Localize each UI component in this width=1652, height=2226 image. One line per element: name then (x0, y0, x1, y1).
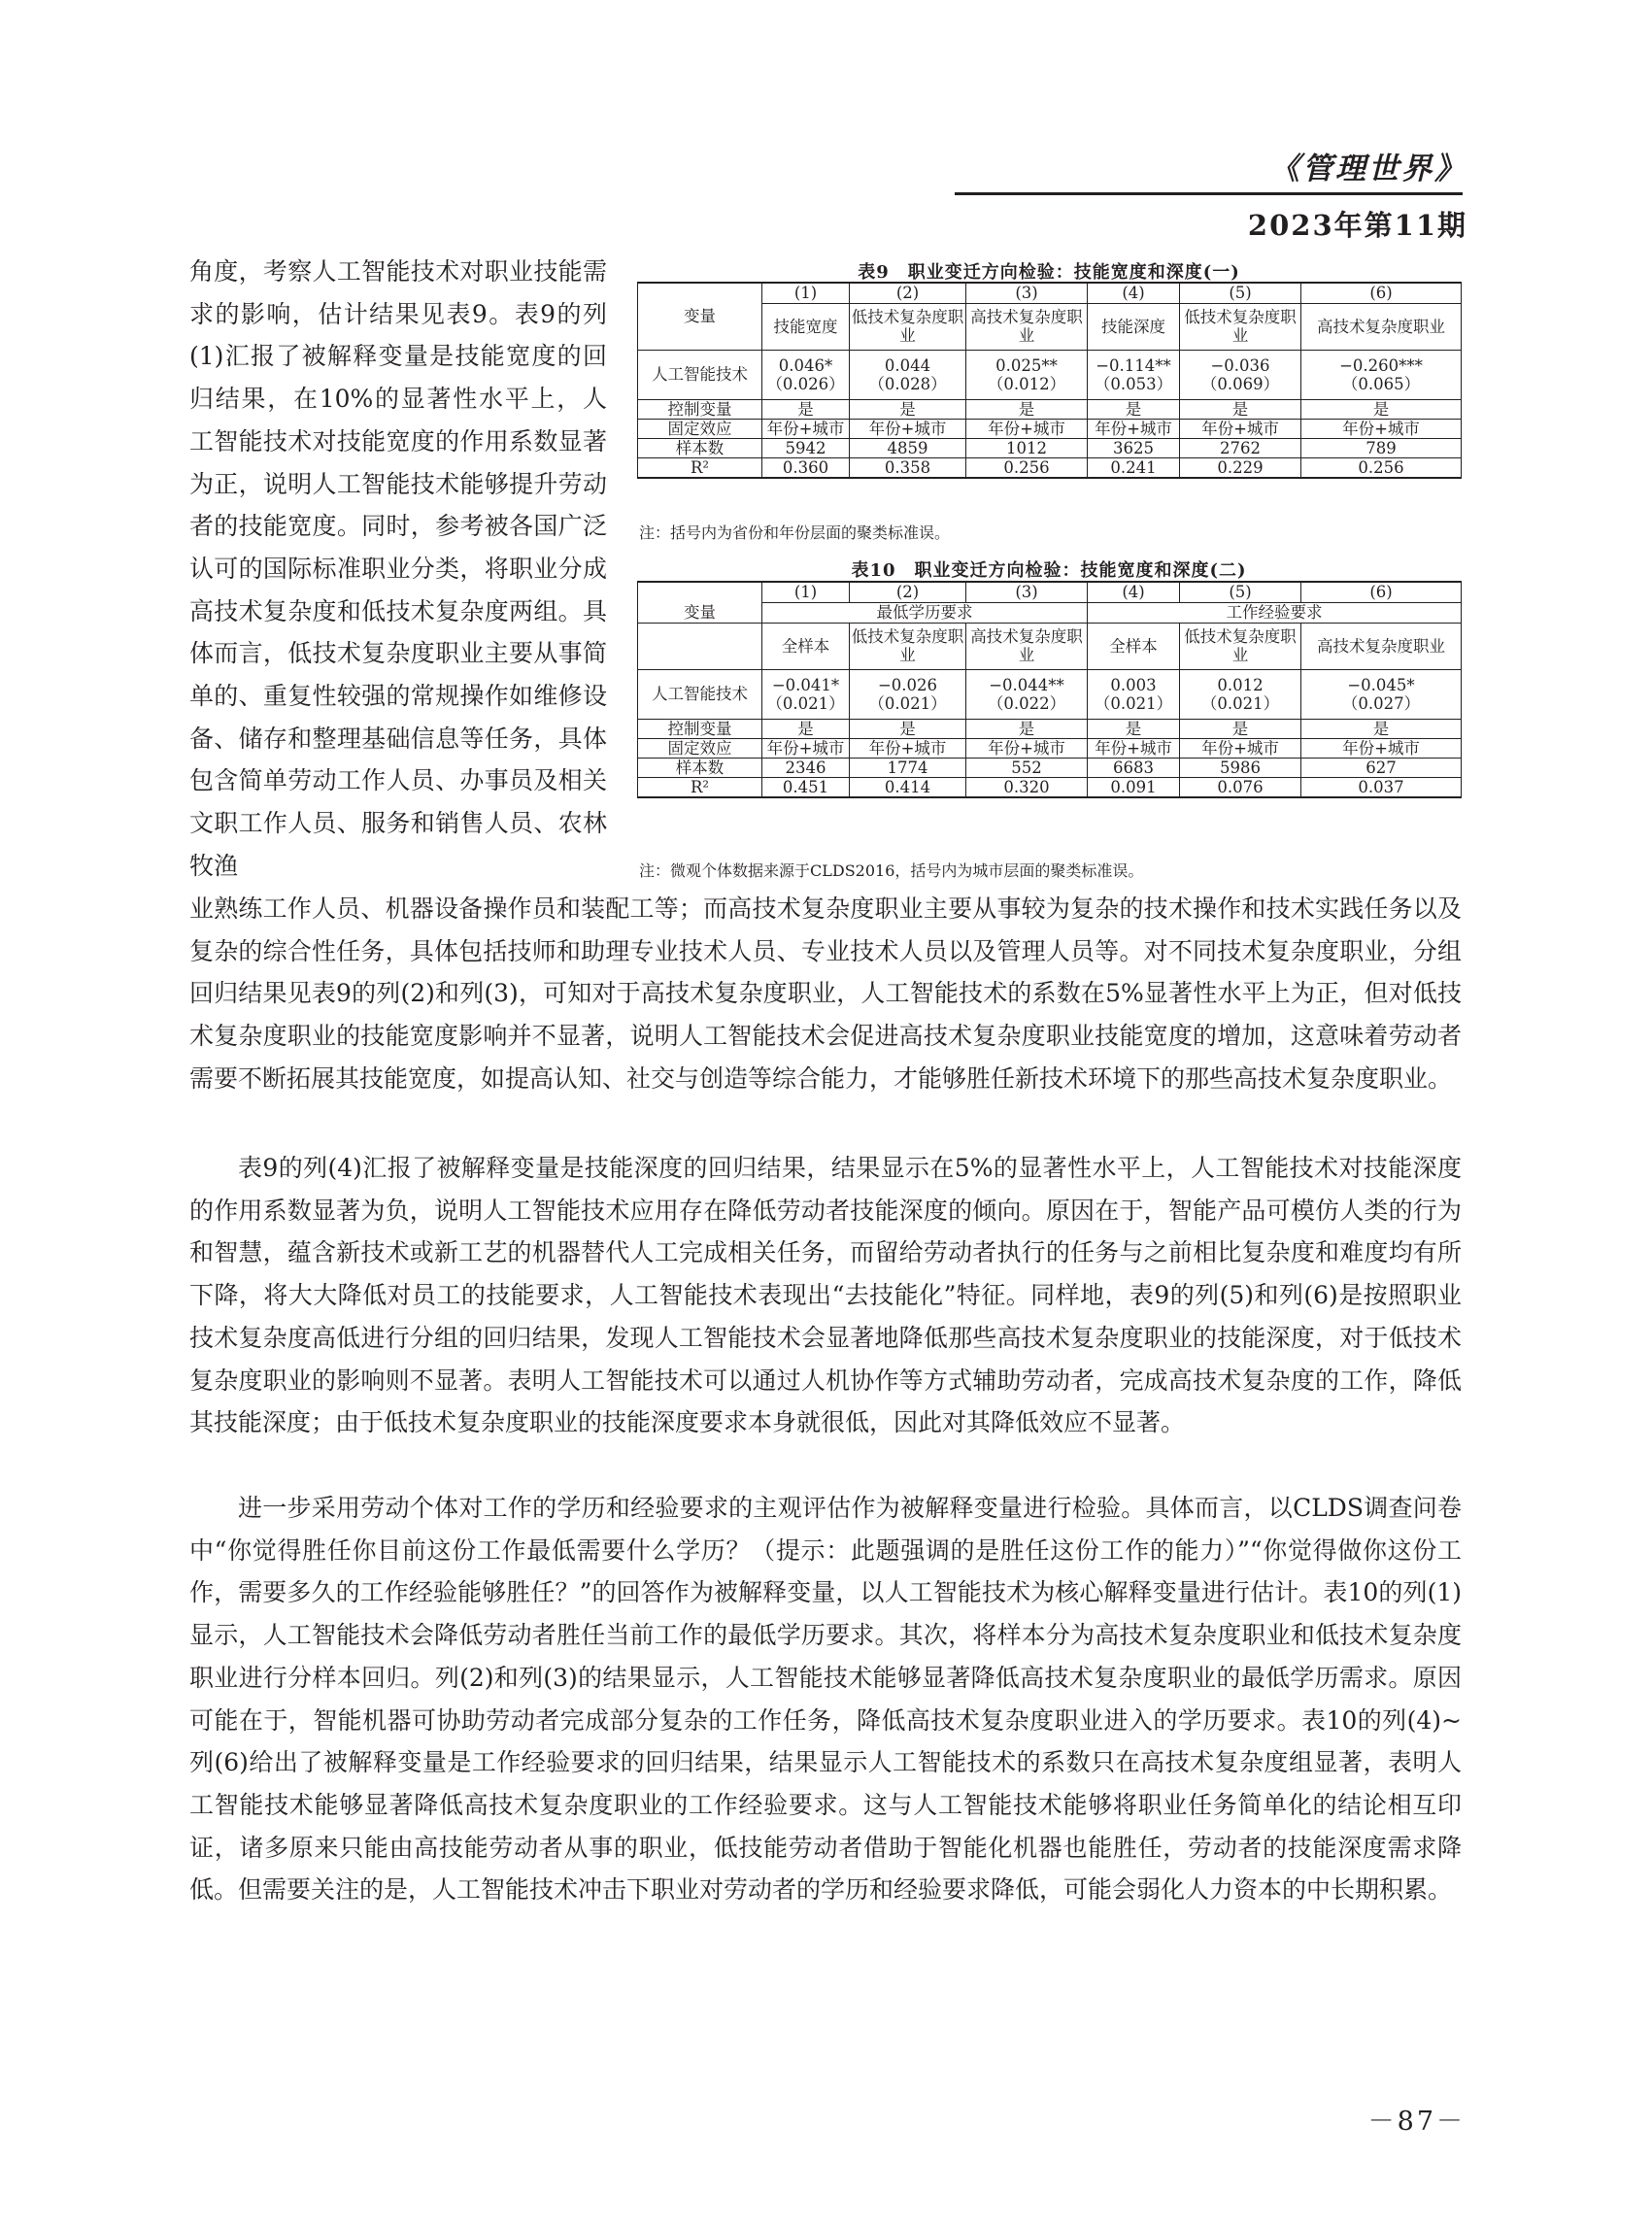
table9-subhead-row (638, 303, 1462, 350)
table10-cell: 是 (1180, 719, 1301, 738)
table10-ai-row (638, 669, 1462, 719)
table10-row (638, 777, 1462, 797)
table10-coef-cell (1301, 669, 1462, 719)
std-error: （0.022） (987, 693, 1066, 713)
table10-subhead-row (638, 623, 1462, 669)
table10-cell: 1774 (850, 758, 966, 777)
coef: −0.041* (771, 675, 840, 694)
table10-cell: 6683 (1088, 758, 1180, 777)
table9-cell: 年份+城市 (1088, 419, 1180, 438)
table9-cell: 1012 (966, 438, 1088, 457)
table10-row (638, 738, 1462, 758)
std-error: （0.065） (1341, 374, 1421, 393)
table9-cell: 0.241 (1088, 457, 1180, 478)
body-paragraph: 表9的列(4)汇报了被解释变量是技能深度的回归结果，结果显示在5%的显著性水平上，人工智能技术对技能深度的作用系数显著为负，说明人工智能技术应用存在降低劳动者技能深度的倾向。原因在于，智能产品可模仿人类的行为和智慧，蕴含新技术或新工艺的机器替代人工完成相关任务，而留给劳动者执行的任务与之前相比复杂度和难度均有所下降，将大大降低对员工的技能要求，人工智能技术表现出“去技能化”特征。同样地，表9的列(5)和列(6)是按照职业技术复杂度高低进行分组的回归结果，发现人工智能技术会显著地降低那些高技术复杂度职业的技能深度，对于低技术复杂度职业的影响则不显著。表明人工智能技术可以通过人机协作等方式辅助劳动者，完成高技术复杂度的工作，降低其技能深度；由于低技术复杂度职业的技能深度要求本身就很低，因此对其降低效应不显著。 (189, 1154, 1462, 1437)
table9-col: (4) (1088, 283, 1180, 303)
journal-name: 《管理世界》 (1269, 152, 1467, 186)
coef: 0.012 (1217, 675, 1264, 694)
coef: −0.026 (877, 675, 938, 694)
table10-title: 表10 职业变迁方向检验：技能宽度和深度(二) (851, 560, 1247, 581)
table9-cell: 年份+城市 (966, 419, 1088, 438)
table9-cell: 是 (762, 399, 850, 419)
table9-cell: 0.256 (966, 457, 1088, 478)
table10-group-edu: 最低学历要求 (762, 602, 1088, 623)
table10-col: (2) (850, 582, 966, 602)
table9-subhead: 高技术复杂度职业 (966, 303, 1088, 350)
table10-subhead: 高技术复杂度职业 (966, 623, 1088, 669)
table10 (637, 581, 1462, 798)
body-paragraph: 进一步采用劳动个体对工作的学历和经验要求的主观评估作为被解释变量进行检验。具体而言，以CLDS调查问卷中“你觉得胜任你目前这份工作最低需要什么学历？（提示：此题强调的是胜任这份工作的能力）”“你觉得做你这份工作，需要多久的工作经验能够胜任？”的回答作为被解释变量，以人工智能技术为核心解释变量进行估计。表10的列(1)显示，人工智能技术会降低劳动者胜任当前工作的最低学历要求。其次，将样本分为高技术复杂度职业和低技术复杂度职业进行分样本回归。列(2)和列(3)的结果显示，人工智能技术能够显著降低高技术复杂度职业的最低学历需求。原因可能在于，智能机器可协助劳动者完成部分复杂的工作任务，降低高技术复杂度职业进入的学历要求。表10的列(4)~列(6)给出了被解释变量是工作经验要求的回归结果，结果显示人工智能技术的系数只在高技术复杂度组显著，表明人工智能技术能够显著降低高技术复杂度职业的工作经验要求。这与人工智能技术能够将职业任务简单化的结论相互印证，诸多原来只能由高技能劳动者从事的职业，低技能劳动者借助于智能化机器也能胜任，劳动者的技能深度需求降低。但需要关注的是，人工智能技术冲击下职业对劳动者的学历和经验要求降低，可能会弱化人力资本的中长期积累。 (189, 1494, 1462, 1905)
table9-row-label: 固定效应 (638, 419, 762, 438)
table9-col: (6) (1301, 283, 1462, 303)
table10-cell: 年份+城市 (850, 738, 966, 758)
table9-colnum-row (638, 283, 1462, 303)
table10-coef-cell (1088, 669, 1180, 719)
table10-colnum-row (638, 582, 1462, 602)
table10-subhead: 低技术复杂度职业 (850, 623, 966, 669)
coef: −0.036 (1210, 355, 1270, 375)
table9-row-label: 样本数 (638, 438, 762, 457)
std-error: （0.012） (987, 374, 1066, 393)
table9-row (638, 399, 1462, 419)
table10-cell: 是 (1088, 719, 1180, 738)
table9-subhead: 低技术复杂度职业 (850, 303, 966, 350)
std-error: （0.026） (766, 374, 845, 393)
table10-col: (4) (1088, 582, 1180, 602)
table10-note: 注：微观个体数据来源于CLDS2016，括号内为城市层面的聚类标准误。 (639, 861, 1144, 880)
table10-var-header: 变量 (638, 602, 762, 623)
coef: 0.025** (995, 355, 1058, 375)
table9-var-header: 变量 (638, 283, 762, 350)
std-error: （0.069） (1200, 374, 1280, 393)
table10-coef-cell (762, 669, 850, 719)
table9-cell: 789 (1301, 438, 1462, 457)
left-column-text: 角度，考察人工智能技术对职业技能需求的影响，估计结果见表9。表9的列(1)汇报了被解释变量是技能宽度的回归结果，在10%的显著性水平上，人工智能技术对技能宽度的作用系数显著为正，说明人工智能技术能够提升劳动者的技能宽度。同时，参考被各国广泛认可的国际标准职业分类，将职业分成高技术复杂度和低技术复杂度两组。具体而言，低技术复杂度职业主要从事简单的、重复性较强的常规操作如维修设备、储存和整理基础信息等任务，具体包含简单劳动工作人员、办事员及相关文职工作人员、服务和销售人员、农林牧渔 (189, 257, 607, 880)
std-error: （0.021） (1200, 693, 1280, 713)
table10-row-label: R² (638, 777, 762, 797)
table10-cell: 年份+城市 (762, 738, 850, 758)
table10-cell: 0.037 (1301, 777, 1462, 797)
coef: 0.003 (1110, 675, 1157, 694)
table9-subhead: 技能宽度 (762, 303, 850, 350)
table10-group-row (638, 602, 1462, 623)
table9-cell: 是 (1088, 399, 1180, 419)
table10-blank (638, 582, 762, 602)
table9-coef-cell (1088, 350, 1180, 399)
coef: −0.260*** (1339, 355, 1423, 375)
table10-subhead: 全样本 (762, 623, 850, 669)
table9-cell: 是 (850, 399, 966, 419)
table10-group-exp: 工作经验要求 (1088, 602, 1462, 623)
table9-col: (2) (850, 283, 966, 303)
table9-row-label: 人工智能技术 (638, 350, 762, 399)
table9-coef-cell (1301, 350, 1462, 399)
table10-cell: 0.091 (1088, 777, 1180, 797)
table10-cell: 是 (850, 719, 966, 738)
table10-cell: 0.451 (762, 777, 850, 797)
table9-cell: 0.256 (1301, 457, 1462, 478)
table9-cell: 是 (1180, 399, 1301, 419)
table9-row-label: R² (638, 457, 762, 478)
page-number: －87－ (1367, 2107, 1466, 2137)
table10-cell: 2346 (762, 758, 850, 777)
table10-subhead: 高技术复杂度职业 (1301, 623, 1462, 669)
table9-row (638, 457, 1462, 478)
table10-coef-cell (850, 669, 966, 719)
table10-subhead: 全样本 (1088, 623, 1180, 669)
header-rule (955, 192, 1463, 195)
table9-ai-row (638, 350, 1462, 399)
table9-col: (1) (762, 283, 850, 303)
table10-coef-cell (966, 669, 1088, 719)
table9-cell: 是 (966, 399, 1088, 419)
table10-cell: 552 (966, 758, 1088, 777)
table9-subhead: 技能深度 (1088, 303, 1180, 350)
table10-cell: 5986 (1180, 758, 1301, 777)
table10-row-label: 固定效应 (638, 738, 762, 758)
table10-cell: 0.320 (966, 777, 1088, 797)
table9-row-label: 控制变量 (638, 399, 762, 419)
table10-cell: 年份+城市 (966, 738, 1088, 758)
table10-cell: 是 (1301, 719, 1462, 738)
table10-row (638, 719, 1462, 738)
std-error: （0.021） (868, 693, 947, 713)
table10-subhead: 低技术复杂度职业 (1180, 623, 1301, 669)
coef: −0.045* (1347, 675, 1415, 694)
table9-coef-cell (1180, 350, 1301, 399)
table9-cell: 2762 (1180, 438, 1301, 457)
table9-cell: 0.358 (850, 457, 966, 478)
table10-row (638, 758, 1462, 777)
table9-subhead: 低技术复杂度职业 (1180, 303, 1301, 350)
table9-cell: 5942 (762, 438, 850, 457)
table10-col: (1) (762, 582, 850, 602)
table9-cell: 年份+城市 (850, 419, 966, 438)
table9-col: (3) (966, 283, 1088, 303)
std-error: （0.027） (1341, 693, 1421, 713)
coef: −0.114** (1096, 355, 1171, 375)
table10-col: (5) (1180, 582, 1301, 602)
table10-row-label: 人工智能技术 (638, 669, 762, 719)
std-error: （0.021） (1094, 693, 1173, 713)
table9-coef-cell (966, 350, 1088, 399)
std-error: （0.021） (766, 693, 845, 713)
table9-coef-cell (762, 350, 850, 399)
table10-cell: 是 (762, 719, 850, 738)
coef: 0.044 (884, 355, 931, 375)
table10-col: (3) (966, 582, 1088, 602)
table9-col: (5) (1180, 283, 1301, 303)
table9-note: 注：括号内为省份和年份层面的聚类标准误。 (639, 523, 951, 542)
coef: 0.046* (778, 355, 833, 375)
table9-coef-cell (850, 350, 966, 399)
body-paragraph: 业熟练工作人员、机器设备操作员和装配工等；而高技术复杂度职业主要从事较为复杂的技术操作和技术实践任务以及复杂的综合性任务，具体包括技师和助理专业技术人员、专业技术人员以及管理人员等。对不同技术复杂度职业，分组回归结果见表9的列(2)和列(3)，可知对于高技术复杂度职业，人工智能技术的系数在5%显著性水平上为正，但对低技术复杂度职业的技能宽度影响并不显著，说明人工智能技术会促进高技术复杂度职业技能宽度的增加，这意味着劳动者需要不断拓展其技能宽度，如提高认知、社交与创造等综合能力，才能够胜任新技术环境下的那些高技术复杂度职业。 (189, 894, 1462, 1093)
table9-cell: 0.360 (762, 457, 850, 478)
table9-cell: 3625 (1088, 438, 1180, 457)
table10-cell: 年份+城市 (1180, 738, 1301, 758)
table9-cell: 4859 (850, 438, 966, 457)
table10-cell: 0.076 (1180, 777, 1301, 797)
table10-row-label: 控制变量 (638, 719, 762, 738)
coef: −0.044** (989, 675, 1064, 694)
table10-cell: 年份+城市 (1088, 738, 1180, 758)
table10-row-label: 样本数 (638, 758, 762, 777)
table9 (637, 282, 1462, 479)
table10-cell: 0.414 (850, 777, 966, 797)
table10-blank (638, 623, 762, 669)
table9-cell: 0.229 (1180, 457, 1301, 478)
std-error: （0.053） (1094, 374, 1173, 393)
table9-cell: 是 (1301, 399, 1462, 419)
table10-col: (6) (1301, 582, 1462, 602)
table10-cell: 年份+城市 (1301, 738, 1462, 758)
table9-row (638, 419, 1462, 438)
table9-cell: 年份+城市 (1180, 419, 1301, 438)
table9-subhead: 高技术复杂度职业 (1301, 303, 1462, 350)
table9-cell: 年份+城市 (1301, 419, 1462, 438)
issue-label: 2023年第11期 (1247, 209, 1467, 242)
table9-row (638, 438, 1462, 457)
table10-cell: 是 (966, 719, 1088, 738)
table10-cell: 627 (1301, 758, 1462, 777)
table9-cell: 年份+城市 (762, 419, 850, 438)
std-error: （0.028） (868, 374, 947, 393)
table9-title: 表9 职业变迁方向检验：技能宽度和深度(一) (858, 262, 1240, 283)
table10-coef-cell (1180, 669, 1301, 719)
